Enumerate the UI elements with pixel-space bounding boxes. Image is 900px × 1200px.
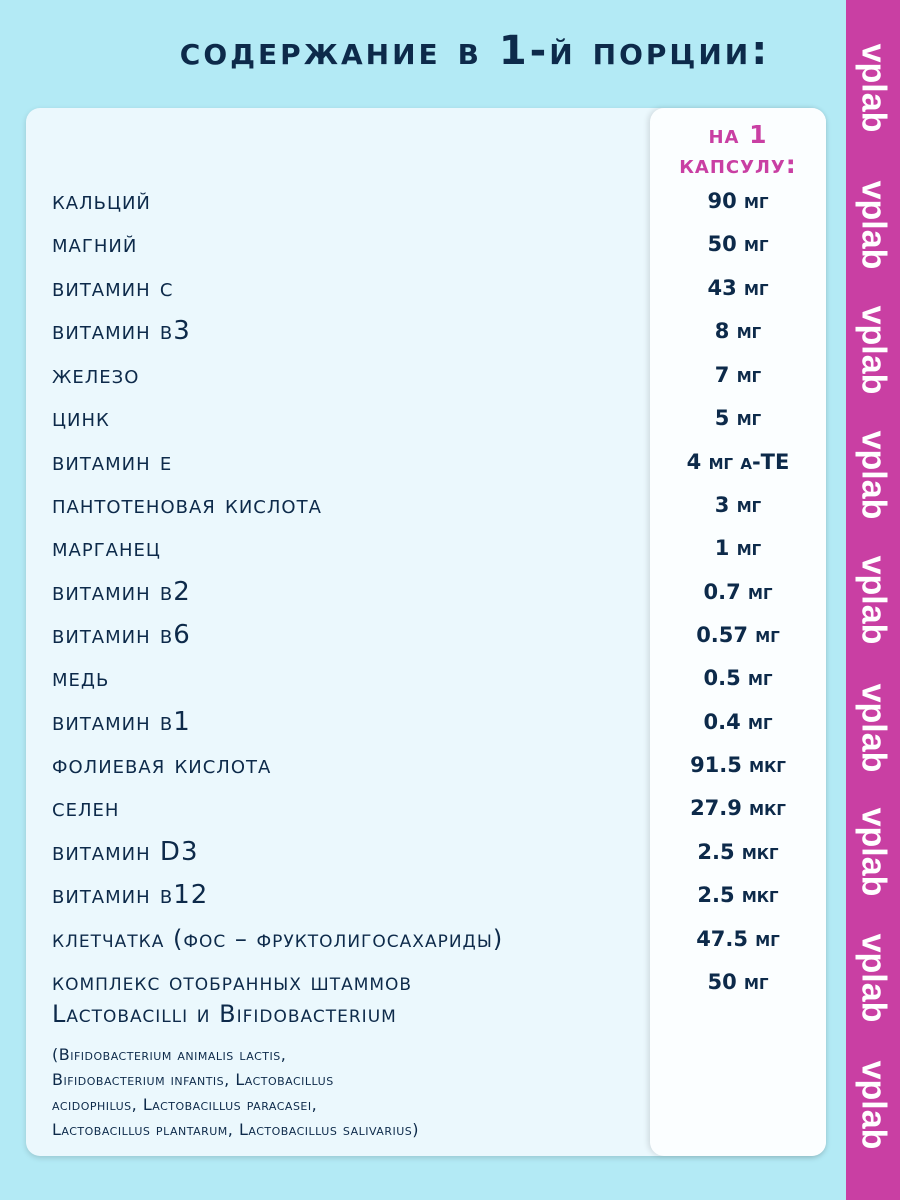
column-header-line2: капсулу: bbox=[679, 150, 797, 179]
nutrient-name: фолиевая кислота bbox=[52, 750, 272, 780]
nutrient-amount: 2.5 мкг bbox=[697, 840, 779, 864]
nutrient-amount: 0.4 мг bbox=[703, 710, 773, 734]
nutrient-amount: 43 мг bbox=[707, 276, 769, 300]
brand-text: vplab bbox=[854, 305, 893, 395]
nutrient-amount: 3 мг bbox=[714, 493, 762, 517]
nutrient-name: витамин в6 bbox=[52, 620, 191, 650]
nutrient-amount: 90 мг bbox=[707, 189, 769, 213]
nutrient-name: селен bbox=[52, 793, 120, 823]
page-title: содержание в 1-й порции: bbox=[179, 28, 771, 74]
nutrient-row bbox=[26, 311, 826, 351]
nutrient-row bbox=[26, 398, 826, 438]
nutrient-row bbox=[26, 919, 826, 959]
nutrient-row bbox=[26, 572, 826, 612]
nutrient-amount: 1 мг bbox=[714, 536, 762, 560]
probiotic-name-line2: Lactobacilli и Bifidobacterium bbox=[52, 1000, 397, 1028]
nutrient-name: витамин D3 bbox=[52, 837, 199, 867]
nutrient-name: витамин с bbox=[52, 273, 174, 303]
column-header-line1: на 1 bbox=[708, 120, 768, 149]
probiotic-row bbox=[26, 966, 826, 1156]
nutrient-amount: 0.57 мг bbox=[696, 623, 780, 647]
nutrient-row bbox=[26, 528, 826, 568]
nutrient-row bbox=[26, 181, 826, 221]
nutrient-name: витамин в2 bbox=[52, 577, 191, 607]
strain-line: Lactobacillus plantarum, Lactobacillus salivarius) bbox=[52, 1120, 419, 1139]
nutrient-row bbox=[26, 485, 826, 525]
nutrient-amount: 91.5 мкг bbox=[690, 753, 786, 777]
nutrient-row bbox=[26, 702, 826, 742]
nutrition-card bbox=[26, 108, 826, 1156]
nutrient-row bbox=[26, 875, 826, 915]
strain-list bbox=[52, 1042, 612, 1142]
nutrient-amount: 27.9 мкг bbox=[690, 796, 786, 820]
nutrient-amount: 50 мг bbox=[707, 232, 769, 256]
brand-text: vplab bbox=[854, 933, 893, 1023]
nutrient-name: витамин в12 bbox=[52, 880, 209, 910]
strain-line: Bifidobacterium infantis, Lactobacillus bbox=[52, 1070, 334, 1089]
nutrient-name: пантотеновая кислота bbox=[52, 490, 322, 520]
nutrient-amount: 7 мг bbox=[714, 363, 762, 387]
nutrient-amount: 8 мг bbox=[714, 319, 762, 343]
brand-text: vplab bbox=[854, 180, 893, 270]
brand-text: vplab bbox=[854, 683, 893, 773]
nutrient-amount: 0.7 мг bbox=[703, 580, 773, 604]
brand-text: vplab bbox=[854, 430, 893, 520]
nutrient-row bbox=[26, 224, 826, 264]
nutrient-name: железо bbox=[52, 360, 140, 390]
brand-text: vplab bbox=[854, 1060, 893, 1150]
probiotic-name-line1: комплекс отобранных штаммов bbox=[52, 968, 413, 996]
brand-text: vplab bbox=[854, 43, 893, 133]
nutrient-amount: 5 мг bbox=[714, 406, 762, 430]
nutrient-amount: 47.5 мг bbox=[696, 927, 780, 951]
nutrient-name: витамин в1 bbox=[52, 707, 191, 737]
nutrient-amount: 4 мг α-ТЕ bbox=[686, 450, 790, 474]
brand-text: vplab bbox=[854, 555, 893, 645]
brand-strip bbox=[846, 0, 900, 1200]
nutrient-row bbox=[26, 268, 826, 308]
column-header bbox=[650, 120, 826, 180]
nutrient-row bbox=[26, 658, 826, 698]
nutrient-row bbox=[26, 615, 826, 655]
probiotic-amount: 50 мг bbox=[707, 970, 769, 994]
nutrient-name: цинк bbox=[52, 403, 110, 433]
nutrient-name: витамин е bbox=[52, 447, 173, 477]
nutrient-name: медь bbox=[52, 663, 110, 693]
strain-line: acidophilus, Lactobacillus paracasei, bbox=[52, 1095, 318, 1114]
nutrient-row bbox=[26, 355, 826, 395]
brand-text: vplab bbox=[854, 807, 893, 897]
nutrient-row bbox=[26, 442, 826, 482]
nutrient-amount: 0.5 мг bbox=[703, 666, 773, 690]
nutrient-name: магний bbox=[52, 229, 138, 259]
nutrient-name: марганец bbox=[52, 533, 161, 563]
nutrient-name: витамин в3 bbox=[52, 316, 191, 346]
strain-line: (Bifidobacterium animalis lactis, bbox=[52, 1045, 287, 1064]
nutrient-row bbox=[26, 788, 826, 828]
nutrient-row bbox=[26, 745, 826, 785]
nutrient-row bbox=[26, 832, 826, 872]
nutrient-amount: 2.5 мкг bbox=[697, 883, 779, 907]
nutrient-name: клетчатка (фос – фруктолигосахариды) bbox=[52, 925, 504, 953]
nutrient-name: кальций bbox=[52, 186, 151, 216]
